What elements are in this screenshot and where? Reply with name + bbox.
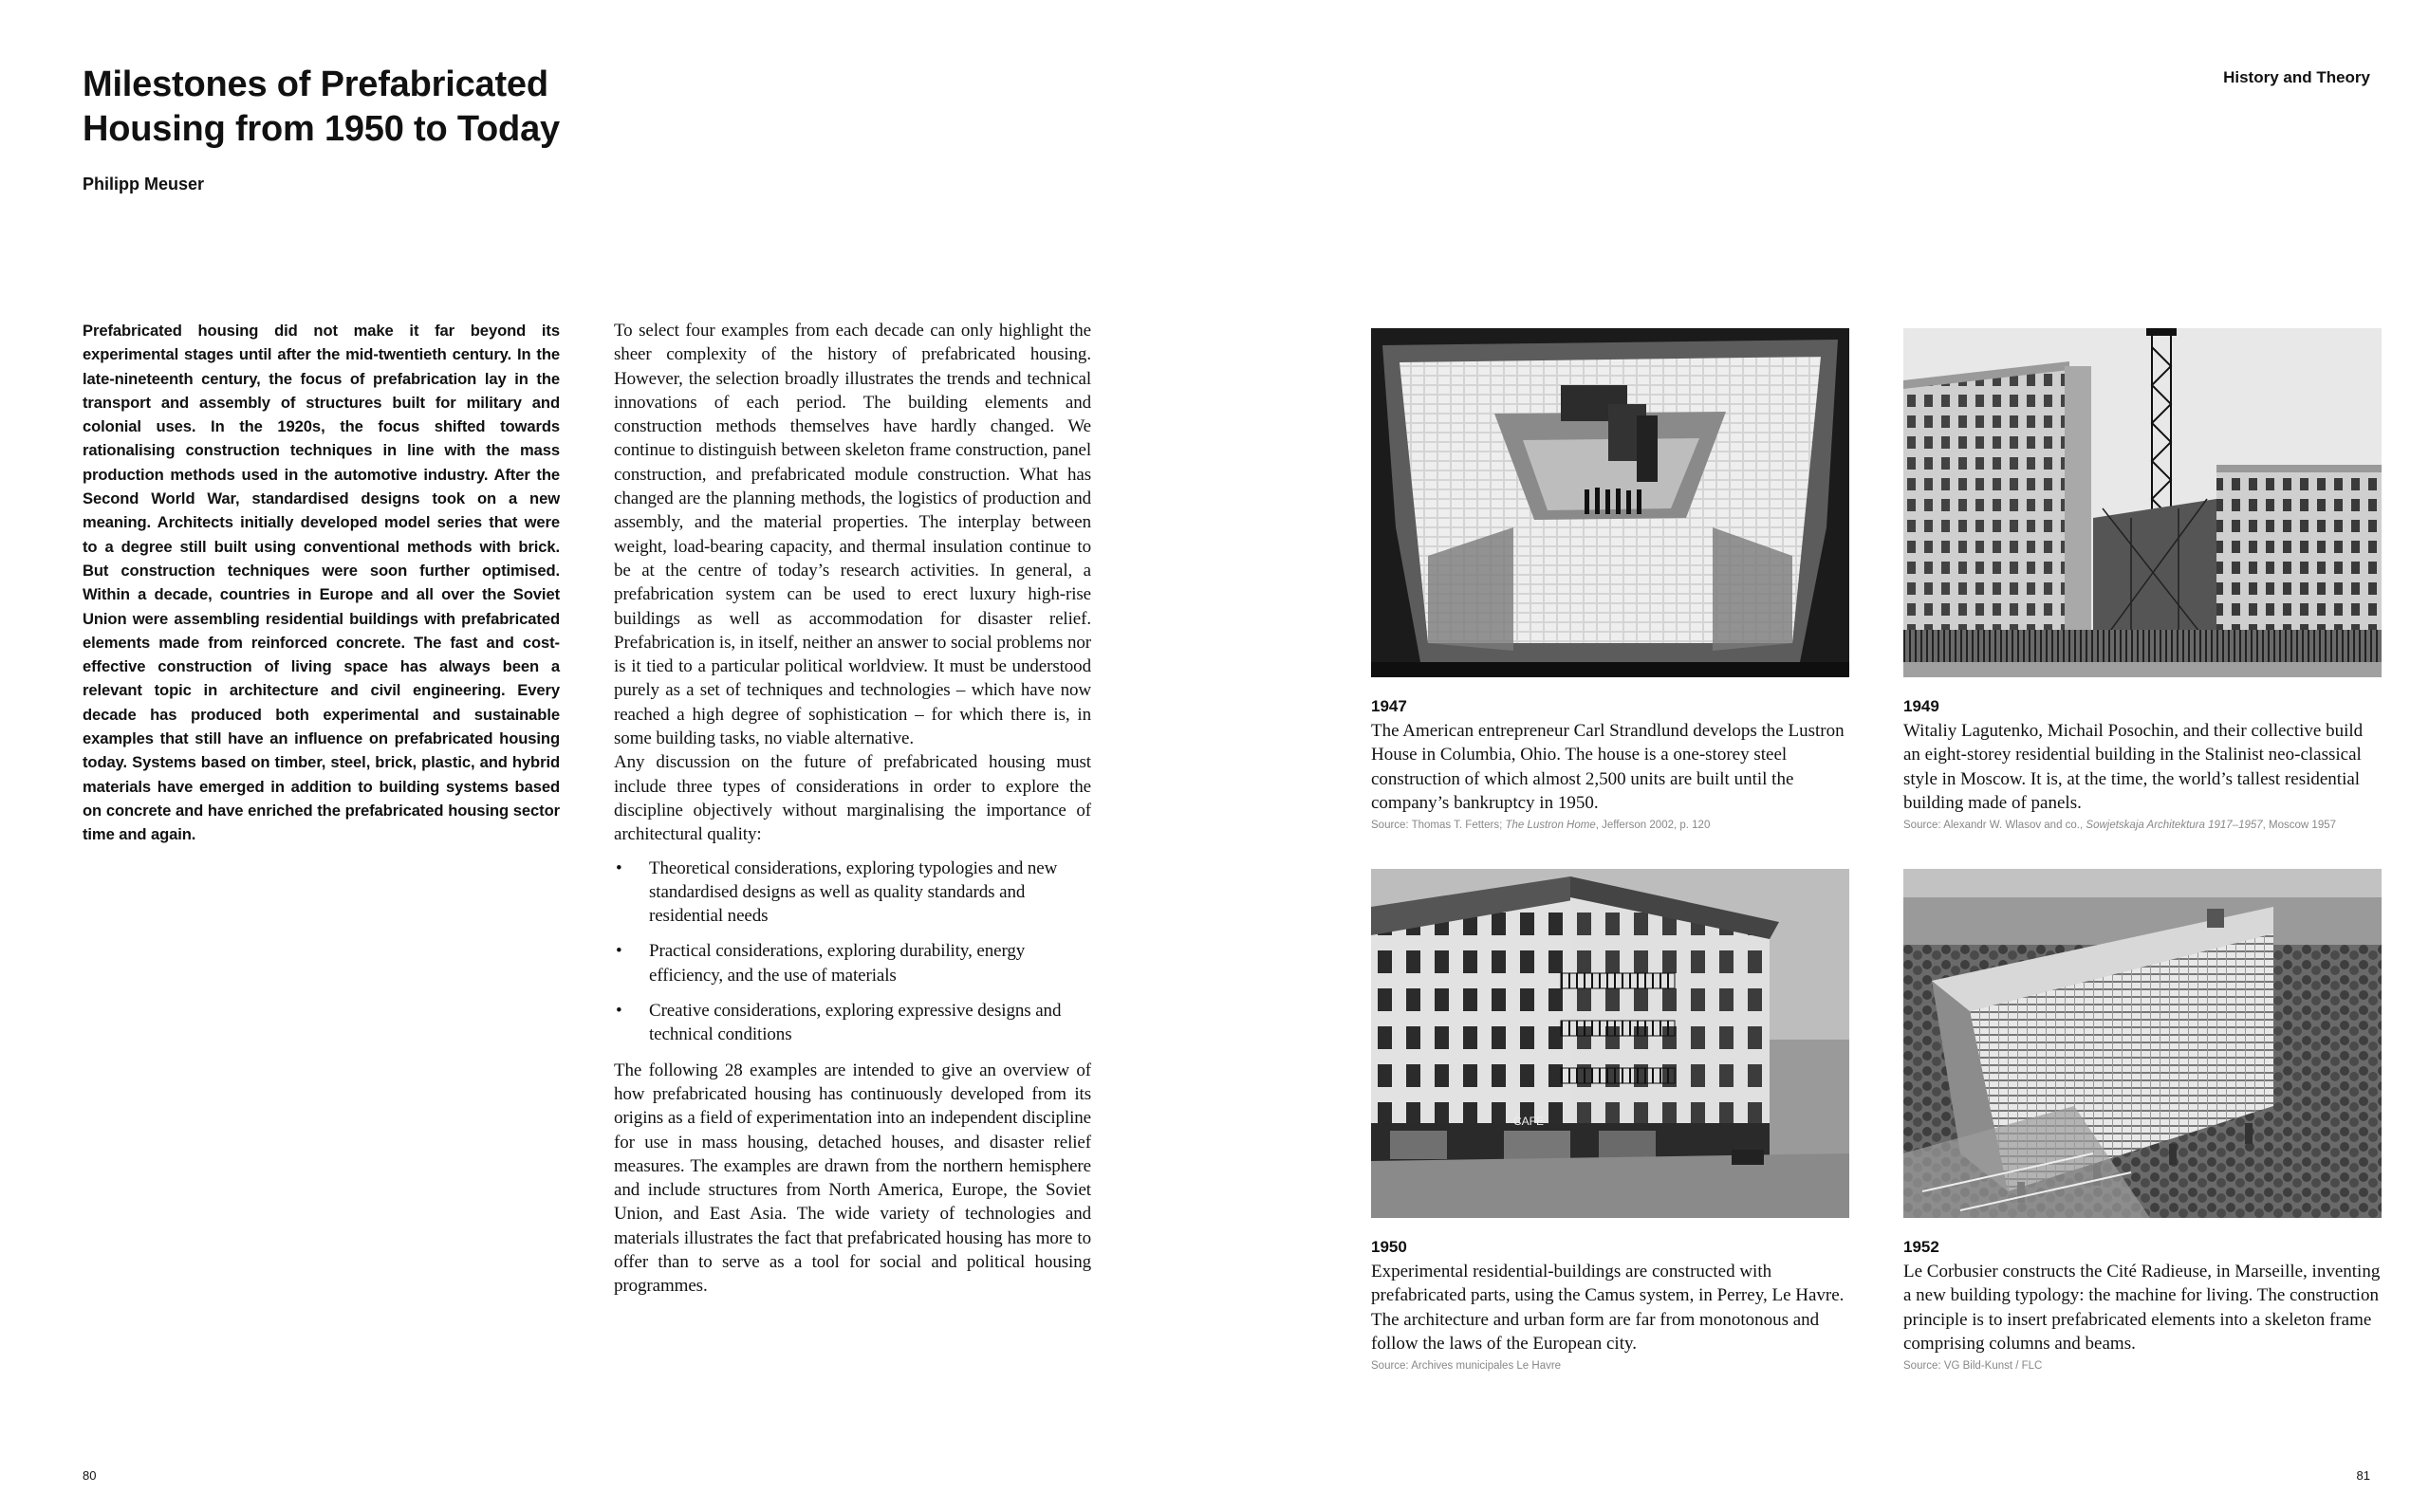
figure-caption: Witaliy Lagutenko, Michail Posochin, and their collective build an eight-storey residential building in the Stalinist neo-classical style in Moscow. It is, at the time, the world’s tallest residential building made of panels.	[1903, 721, 2364, 813]
page-number-left: 80	[83, 1468, 97, 1483]
figure-1949	[1903, 328, 2382, 831]
figure-year: 1949	[1903, 697, 1939, 715]
figure-source: Source: VG Bild-Kunst / FLC	[1903, 1360, 2043, 1373]
figure-year: 1952	[1903, 1238, 1939, 1256]
lustron-house-photo	[1371, 328, 1849, 677]
cite-radieuse-photo	[1903, 869, 2382, 1218]
author-name: Philipp Meuser	[83, 175, 205, 194]
body-paragraph-2: Any discussion on the future of prefabricated housing must include three types of considerations in order to explore the discipline objectively without marginalising the importance of architectural quality:	[614, 752, 1091, 845]
figure-caption: The American entrepreneur Carl Strandlund develops the Lustron House in Columbia, Ohio. The house is a one-storey steel construction of which almost 2,500 units are built until the company’s bankruptcy in 1950.	[1371, 721, 1845, 813]
figure-1947	[1371, 328, 1849, 831]
body-paragraph-1: To select four examples from each decade can only highlight the sheer complexity of the history of prefabricated housing. However, the selection broadly illustrates the trends and technical innovations of each period. The building elements and construction methods themselves have hardly changed. We continue to distinguish between skeleton frame construction, panel construction, and prefabricated module construction. What has changed are the planning methods, the logistics of production and assembly, and the material properties. The interplay between weight, load-bearing capacity, and thermal insulation continue to be at the centre of today’s research activities. In general, a prefabrication system can be used to erect luxury high-rise buildings as well as accommodation for disaster relief. Prefabrication is, in itself, neither an answer to social problems nor is it tied to a particular political worldview. It must be understood purely as a set of techniques and technologies – which have now reached a high degree of sophistication – for which there is, in some building tasks, no viable alternative.	[614, 321, 1091, 749]
figure-caption: Le Corbusier constructs the Cité Radieuse, in Marseille, inventing a new building typology: the machine for living. The construction principle is to insert prefabricated elements into a skeleton frame comprising columns and beams.	[1903, 1262, 2381, 1354]
figure-source: Source: Alexandr W. Wlasov and co., Sowjetskaja Architektura 1917–1957, Moscow 1957	[1903, 820, 2337, 832]
body-text-column	[614, 319, 1091, 1299]
figure-year: 1950	[1371, 1238, 1407, 1256]
shop-sign: CAFE	[1513, 1115, 1545, 1128]
le-havre-housing-photo	[1371, 869, 1849, 1218]
section-label: History and Theory	[2223, 68, 2370, 86]
list-item: • Creative considerations, exploring expressive designs and technical conditions	[614, 999, 1091, 1047]
list-item: • Practical considerations, exploring durability, energy efficiency, and the use of materials	[614, 939, 1091, 987]
figure-1952	[1903, 869, 2382, 1372]
figure-year: 1947	[1371, 697, 1407, 715]
page-title: Milestones of Prefabricated Housing from 1950 to Today	[83, 65, 560, 149]
considerations-list	[614, 857, 1091, 1047]
figure-caption: Experimental residential-buildings are constructed with prefabricated parts, using the Camus system, in Perrey, Le Havre. The architecture and urban form are far from monotonous and follow the laws of the European city.	[1371, 1262, 1845, 1354]
figure-1950	[1371, 869, 1849, 1372]
figure-source: Source: Archives municipales Le Havre	[1371, 1360, 1562, 1373]
figure-source: Source: Thomas T. Fetters; The Lustron Home, Jefferson 2002, p. 120	[1371, 820, 1711, 832]
page-number-right: 81	[2356, 1468, 2370, 1483]
list-item: • Theoretical considerations, exploring typologies and new standardised designs as well as quality standards and residential needs	[614, 857, 1091, 929]
moscow-panel-building-photo	[1903, 328, 2382, 677]
intro-paragraph: Prefabricated housing did not make it far beyond its experimental stages until after the mid-twentieth century. In the late-nineteenth century, the focus of prefabrication lay in the transport and assembly of structures built for military and colonial uses. In the 1920s, the focus shifted towards rationalising construction techniques in line with the mass production methods used in the automotive industry. After the Second World War, standardised designs took on a new meaning. Architects initially developed model series that were to a degree still built using conventional methods with brick. But construction techniques were soon further optimised. Within a decade, countries in Europe and all over the Soviet Union were assembling residential buildings with prefabricated elements made from reinforced concrete. The fast and cost-effective construction of living space has always been a relevant topic in architecture and civil engineering. Every decade has produced both experimental and sustainable examples that still have an influence on prefabricated housing today. Systems based on timber, steel, brick, plastic, and hybrid materials have emerged in addition to building systems based on concrete and have enriched the prefabricated housing sector time and again.	[83, 322, 560, 844]
body-paragraph-3: The following 28 examples are intended to give an overview of how prefabricated housing has continuously developed from its origins as a field of experimentation into an independent discipline for use in mass housing, detached houses, and disaster relief measures. The examples are drawn from the northern hemisphere and include structures from North America, Europe, the Soviet Union, and East Asia. The wide variety of technologies and materials illustrates the fact that prefabricated housing has more to offer than to serve as a tool for social and political housing programmes.	[614, 1060, 1091, 1297]
